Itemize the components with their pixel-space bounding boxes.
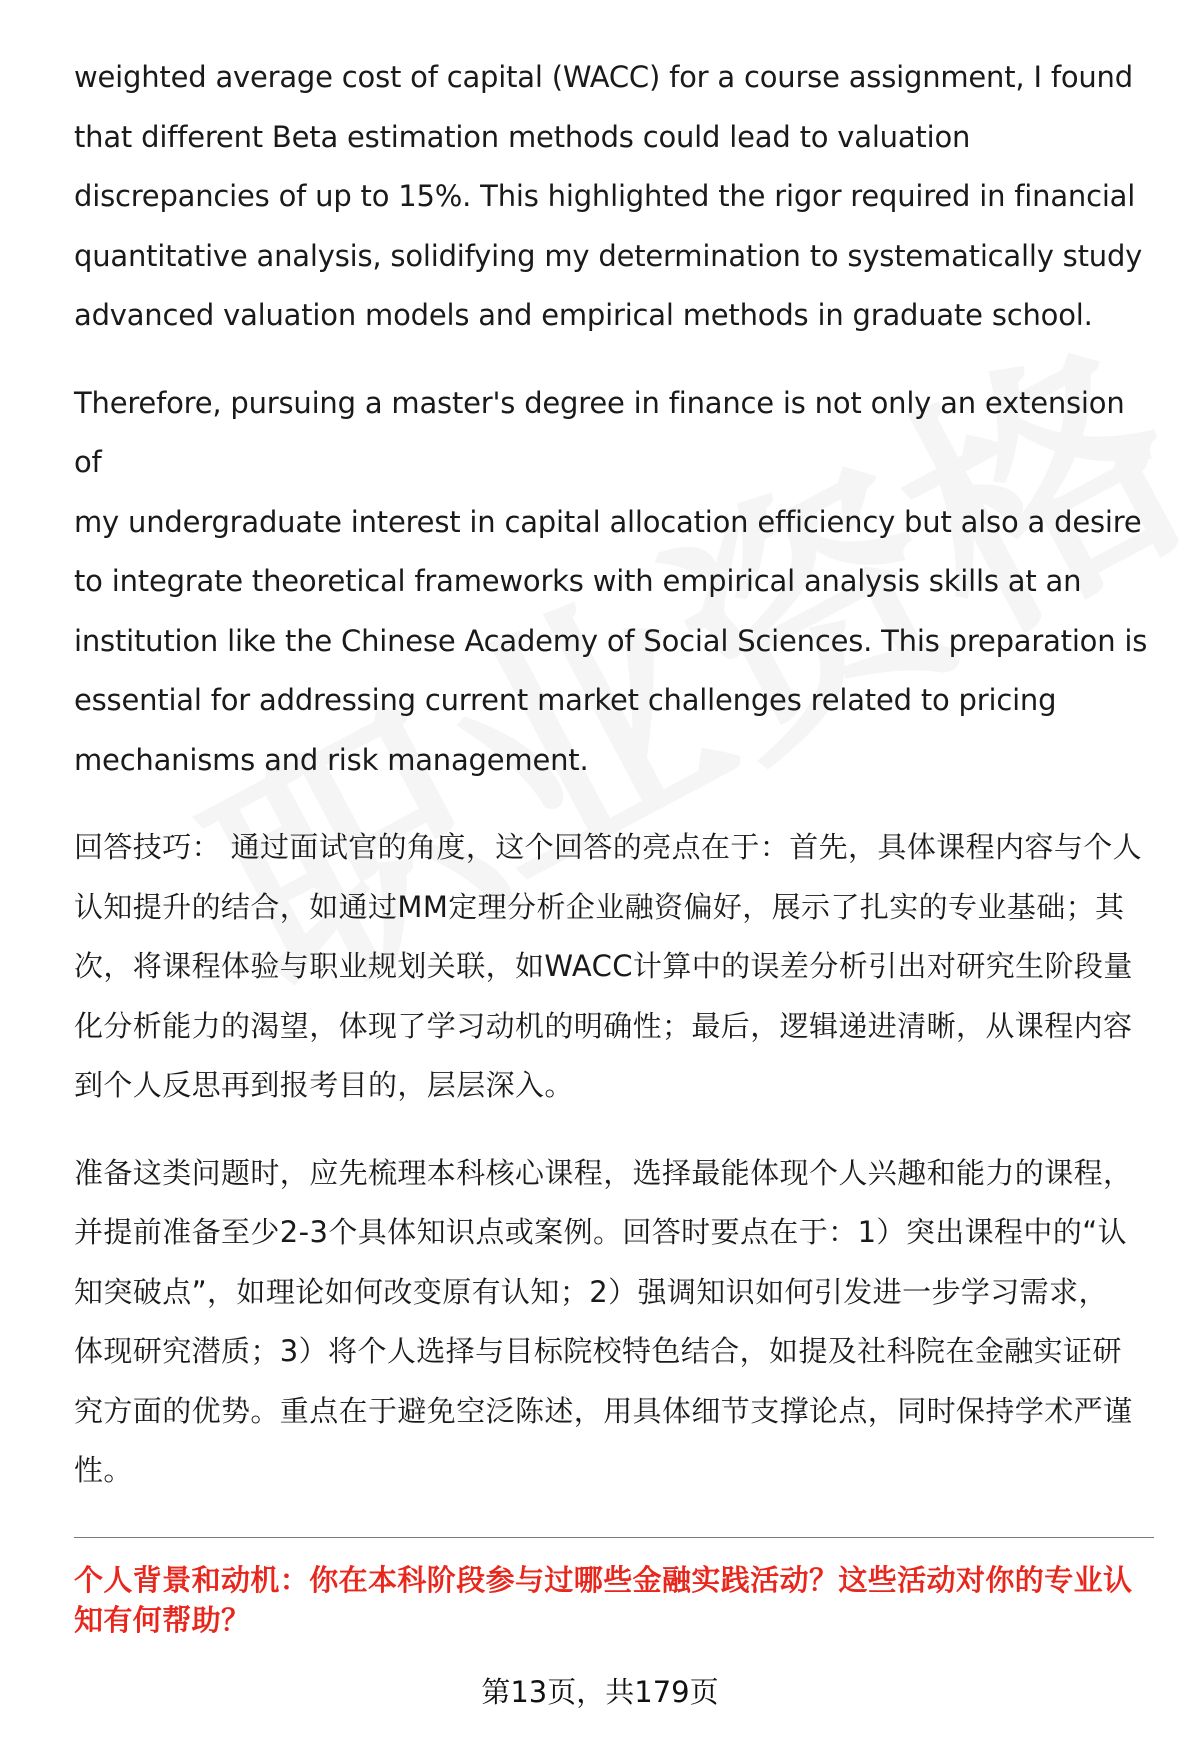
paragraph-wacc-finding xyxy=(74,48,1154,346)
line: 次，将课程体验与职业规划关联，如WACC计算中的误差分析引出对研究生阶段量 xyxy=(74,949,1133,983)
next-question-heading xyxy=(74,1560,1154,1640)
line: that different Beta estimation methods could lead to valuation xyxy=(74,119,971,154)
line: 化分析能力的渴望，体现了学习动机的明确性；最后，逻辑递进清晰，从课程内容 xyxy=(74,1008,1133,1043)
section-divider xyxy=(74,1537,1154,1538)
line: 性。 xyxy=(74,1453,133,1487)
line: 知突破点”，如理论如何改变原有认知；2）强调知识如何引发进一步学习需求， xyxy=(74,1274,1108,1309)
line: 准备这类问题时，应先梳理本科核心课程，选择最能体现个人兴趣和能力的课程， xyxy=(74,1155,1133,1190)
paragraph-preparation-advice xyxy=(74,1144,1154,1501)
line: 到个人反思再到报考目的，层层深入。 xyxy=(74,1068,574,1102)
line: my undergraduate interest in capital allocation efficiency but also a desire xyxy=(74,504,1142,539)
line: to integrate theoretical frameworks with empirical analysis skills at an xyxy=(74,564,1082,598)
line: weighted average cost of capital (WACC) for a course assignment, I found xyxy=(74,60,1133,94)
paragraph-answer-tips xyxy=(74,818,1154,1116)
line: essential for addressing current market challenges related to pricing xyxy=(74,683,1057,717)
line: 究方面的优势。重点在于避免空泛陈述，用具体细节支撑论点，同时保持学术严谨 xyxy=(74,1393,1133,1428)
line: 体现研究潜质；3）将个人选择与目标院校特色结合，如提及社科院在金融实证研 xyxy=(74,1334,1122,1368)
line: discrepancies of up to 15%. This highlighted the rigor required in financial xyxy=(74,179,1136,213)
line: Therefore, pursuing a master's degree in finance is not only an extension of xyxy=(74,385,1125,479)
line: 并提前准备至少2-3个具体知识点或案例。回答时要点在于：1）突出课程中的“认 xyxy=(74,1215,1128,1249)
line: quantitative analysis, solidifying my determination to systematically study xyxy=(74,238,1143,273)
line: 知有何帮助？ xyxy=(74,1602,251,1637)
line: 回答技巧： 通过面试官的角度，这个回答的亮点在于：首先，具体课程内容与个人 xyxy=(74,830,1143,864)
paragraph-motivation xyxy=(74,374,1154,791)
line: institution like the Chinese Academy of Social Sciences. This preparation is xyxy=(74,623,1148,658)
page-number: 第13页，共179页 xyxy=(481,1675,719,1709)
line: 个人背景和动机：你在本科阶段参与过哪些金融实践活动？这些活动对你的专业认 xyxy=(74,1562,1133,1597)
document-body xyxy=(74,48,1154,1640)
line: advanced valuation models and empirical methods in graduate school. xyxy=(74,298,1093,332)
line: 认知提升的结合，如通过MM定理分析企业融资偏好，展示了扎实的专业基础；其 xyxy=(74,889,1125,924)
line: mechanisms and risk management. xyxy=(74,742,589,777)
